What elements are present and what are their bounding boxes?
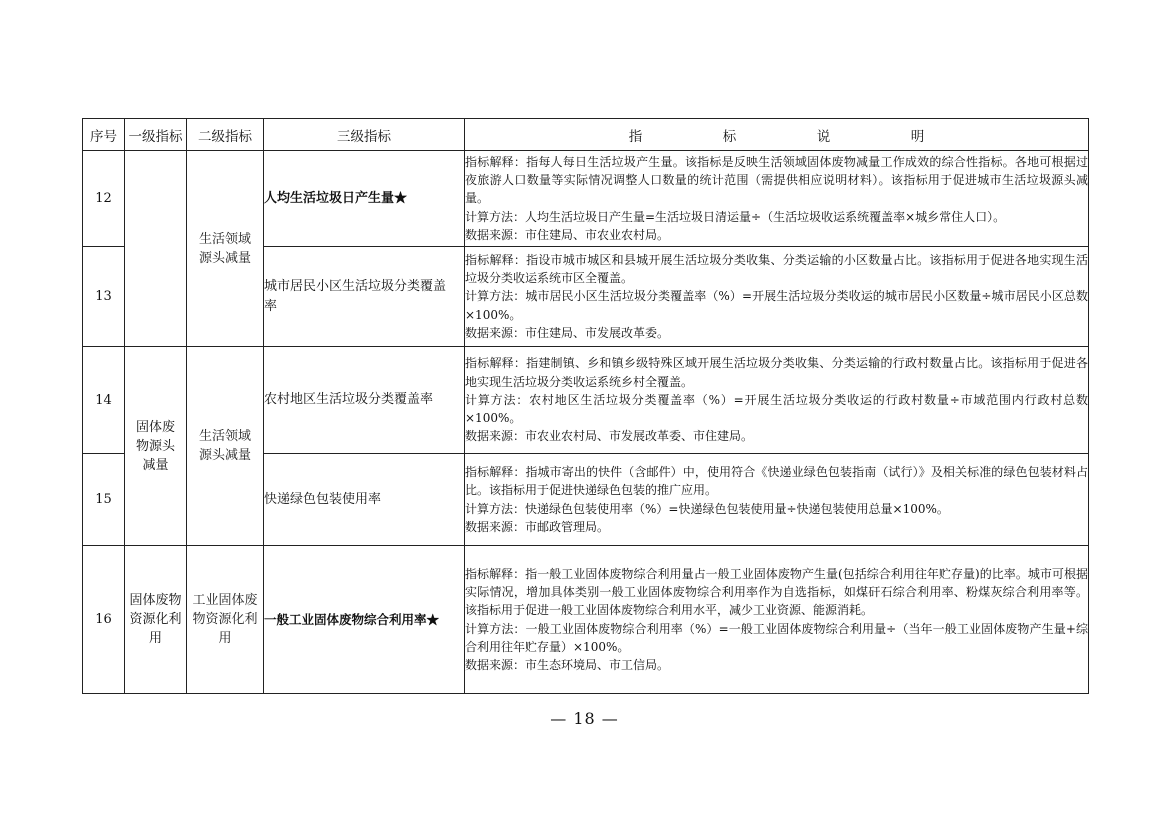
desc-source: 数据来源：市邮政管理局。 <box>465 519 610 534</box>
header-desc-char: 标 <box>722 128 737 145</box>
description-cell <box>465 247 1089 347</box>
description-cell <box>465 454 1089 546</box>
table-row <box>83 151 1089 247</box>
desc-source: 数据来源：市农业农村局、市发展改革委、市住建局。 <box>465 429 754 444</box>
level3-cell <box>264 247 465 347</box>
desc-method: 计算方法：人均生活垃圾日产生量=生活垃圾日清运量÷（生活垃圾收运系统覆盖率×城乡常住人口）。 <box>465 209 1006 224</box>
level1-cell <box>125 546 187 694</box>
page-number: — 18 — <box>550 709 619 728</box>
level2-text: 生活领域源头减量 <box>198 429 251 463</box>
desc-source: 数据来源：市生态环境局、市工信局。 <box>465 658 670 673</box>
desc-explanation: 指标解释：指设市城市城区和县城开展生活垃圾分类收集、分类运输的小区数量占比。该指标用于促进各地实现生活垃圾分类收运系统市区全覆盖。 <box>465 252 1088 286</box>
desc-method: 计算方法：城市居民小区生活垃圾分类覆盖率（%）=开展生活垃圾分类收运的城市居民小区数量÷城市居民小区总数×100%。 <box>465 289 1088 322</box>
table-header-row <box>83 119 1089 151</box>
header-level3: 三级指标 <box>264 119 465 151</box>
desc-method: 计算方法：快递绿色包装使用率（%）=快递绿色包装使用量÷快递包装使用总量×100%。 <box>465 501 949 516</box>
level2-cell <box>187 546 264 694</box>
row-number: 16 <box>83 546 125 694</box>
desc-explanation: 指标解释：指建制镇、乡和镇乡级特殊区域开展生活垃圾分类收集、分类运输的行政村数量占比。该指标用于促进各地实现生活垃圾分类收运系统乡村全覆盖。 <box>465 356 1088 389</box>
desc-method: 计算方法：一般工业固体废物综合利用率（%）=一般工业固体废物综合利用量÷（当年一般工业固体废物产生量+综合利用往年贮存量）×100%。 <box>465 621 1088 654</box>
desc-explanation: 指标解释：指城市寄出的快件（含邮件）中，使用符合《快递业绿色包装指南（试行）》及相关标准的绿色包装材料占比。该指标用于促进快递绿色包装的推广应用。 <box>465 464 1088 498</box>
level2-text: 工业固体废物资源化利用 <box>192 593 258 646</box>
description-cell <box>465 151 1089 247</box>
description-cell <box>465 546 1089 694</box>
indicator-table <box>82 118 1089 694</box>
level1-cell <box>125 347 187 546</box>
level1-text: 固体废物源头减量 <box>135 419 175 473</box>
level1-text: 固体废物资源化利用 <box>129 593 182 646</box>
header-desc-char: 明 <box>910 128 925 145</box>
level2-cell <box>187 151 264 347</box>
desc-method: 计算方法：农村地区生活垃圾分类覆盖率（%）=开展生活垃圾分类收运的行政村数量÷市域范围内行政村总数×100%。 <box>465 392 1088 426</box>
table-row <box>83 546 1089 694</box>
level3-cell: 一般工业固体废物综合利用率★ <box>264 546 465 694</box>
header-level1: 一级指标 <box>125 119 187 151</box>
row-number: 14 <box>83 347 125 454</box>
row-number: 15 <box>83 454 125 546</box>
level1-cell-empty <box>125 151 187 347</box>
desc-explanation: 指标解释：指一般工业固体废物综合利用量占一般工业固体废物产生量(包括综合利用往年贮存量)的比率。城市可根据实际情况，增加具体类别一般工业固体废物综合利用率作为自选指标，如煤矸石综合利用率、粉煤灰综合利用率等。该指标用于促进一般工业固体废物综合利用水平，减少工业资源、能源消耗。 <box>465 566 1088 618</box>
header-desc-char: 说 <box>816 128 831 145</box>
level2-cell <box>187 347 264 546</box>
level3-cell: 农村地区生活垃圾分类覆盖率 <box>264 347 465 454</box>
level3-cell: 快递绿色包装使用率 <box>264 454 465 546</box>
description-cell <box>465 347 1089 454</box>
level3-text: 城市居民小区生活垃圾分类覆盖率 <box>264 278 447 314</box>
row-number: 13 <box>83 247 125 347</box>
header-desc-char: 指 <box>628 128 643 145</box>
header-description <box>465 119 1089 151</box>
desc-source: 数据来源：市住建局、市发展改革委。 <box>465 325 670 340</box>
desc-source: 数据来源：市住建局、市农业农村局。 <box>465 227 670 242</box>
table-row <box>83 347 1089 454</box>
row-number: 12 <box>83 151 125 247</box>
header-level2: 二级指标 <box>187 119 264 151</box>
desc-explanation: 指标解释：指每人每日生活垃圾产生量。该指标是反映生活领域固体废物减量工作成效的综合性指标。各地可根据过夜旅游人口数量等实际情况调整人口数量的统计范围（需提供相应说明材料）。该指标用于促进城市生活垃圾源头减量。 <box>465 154 1088 206</box>
level2-text: 生活领域源头减量 <box>198 231 251 266</box>
header-seq: 序号 <box>83 119 125 151</box>
level3-cell: 人均生活垃圾日产生量★ <box>264 151 465 247</box>
